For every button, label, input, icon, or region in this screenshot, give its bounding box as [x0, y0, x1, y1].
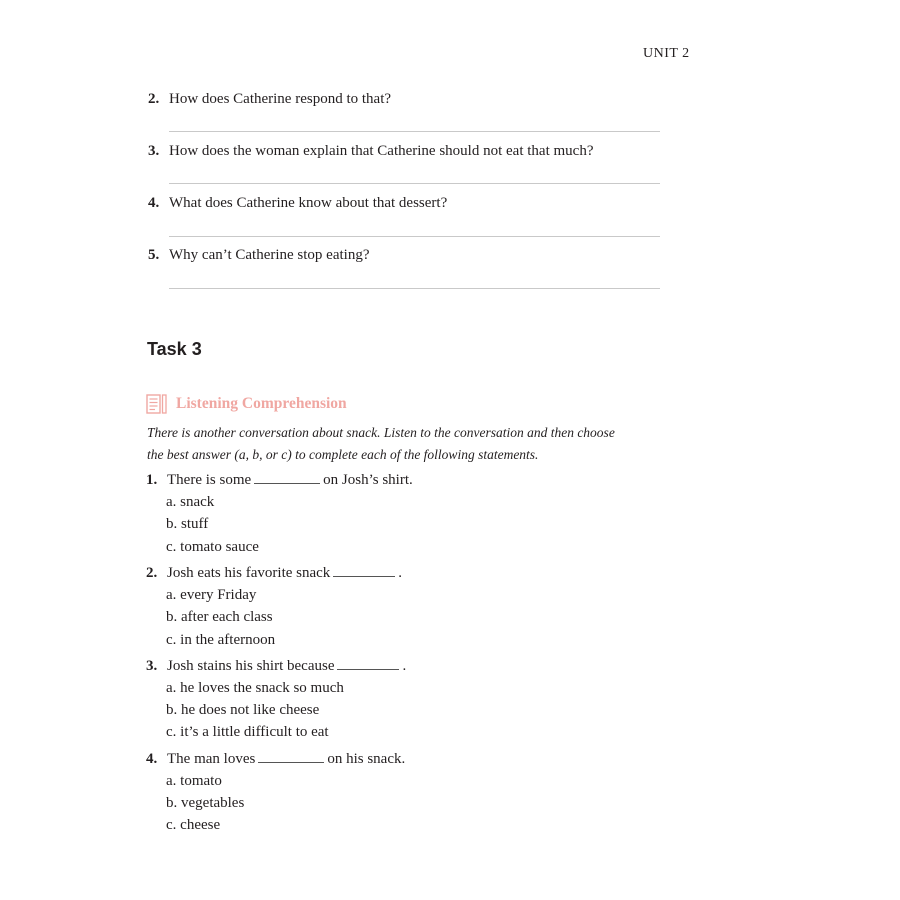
question-text: What does Catherine know about that dessert?: [169, 195, 448, 211]
question-text: Why can’t Catherine stop eating?: [169, 247, 370, 263]
option[interactable]: c. tomato sauce: [166, 539, 259, 555]
statement-item: [146, 470, 413, 490]
statement-text: Josh stains his shirt because: [167, 658, 335, 674]
question-number: 2.: [148, 91, 160, 107]
statement-text: There is some: [167, 472, 252, 488]
question-number: 3.: [148, 143, 160, 159]
question-item: [148, 193, 447, 213]
statement-text: on his snack.: [327, 751, 406, 767]
question-item: [148, 89, 391, 109]
option[interactable]: c. it’s a little difficult to eat: [166, 724, 329, 740]
option[interactable]: b. he does not like cheese: [166, 702, 320, 718]
section-title: Listening Comprehension: [176, 395, 347, 412]
instruction-line: the best answer (a, b, or c) to complete each of the following statements.: [147, 447, 539, 462]
question-text: How does the woman explain that Catherine should not eat that much?: [169, 143, 594, 159]
question-text: How does Catherine respond to that?: [169, 91, 392, 107]
unit-label: UNIT 2: [643, 46, 690, 61]
statement-text: The man loves: [167, 751, 256, 767]
statement-item: [146, 749, 405, 769]
answer-line[interactable]: [169, 183, 660, 184]
statement-item: [146, 563, 402, 583]
section-heading: [146, 394, 347, 414]
option[interactable]: a. every Friday: [166, 587, 257, 603]
answer-line[interactable]: [169, 288, 660, 289]
statement-number: 3.: [146, 658, 158, 674]
statement-text: .: [402, 658, 407, 674]
instruction-line: There is another conversation about snack. Listen to the conversation and then choose: [147, 425, 615, 440]
statement-text: .: [398, 565, 403, 581]
question-item: [148, 245, 370, 265]
option[interactable]: b. vegetables: [166, 795, 245, 811]
statement-number: 4.: [146, 751, 158, 767]
answer-blank[interactable]: [333, 564, 395, 577]
statement-item: [146, 656, 406, 676]
option[interactable]: c. cheese: [166, 817, 221, 833]
question-number: 5.: [148, 247, 160, 263]
option[interactable]: a. snack: [166, 494, 215, 510]
answer-blank[interactable]: [337, 657, 399, 670]
option[interactable]: b. stuff: [166, 516, 209, 532]
option[interactable]: a. he loves the snack so much: [166, 680, 344, 696]
answer-blank[interactable]: [258, 750, 324, 763]
answer-line[interactable]: [169, 131, 660, 132]
statement-number: 1.: [146, 472, 158, 488]
statement-text: on Josh’s shirt.: [323, 472, 413, 488]
question-item: [148, 141, 593, 161]
statement-text: Josh eats his favorite snack: [167, 565, 331, 581]
instruction: [147, 422, 667, 466]
answer-blank[interactable]: [254, 471, 320, 484]
option[interactable]: b. after each class: [166, 609, 273, 625]
statement-number: 2.: [146, 565, 158, 581]
task-heading: Task 3: [147, 339, 202, 359]
option[interactable]: c. in the afternoon: [166, 632, 276, 648]
answer-line[interactable]: [169, 236, 660, 237]
question-number: 4.: [148, 195, 160, 211]
option[interactable]: a. tomato: [166, 773, 222, 789]
worksheet-icon: [146, 394, 168, 414]
